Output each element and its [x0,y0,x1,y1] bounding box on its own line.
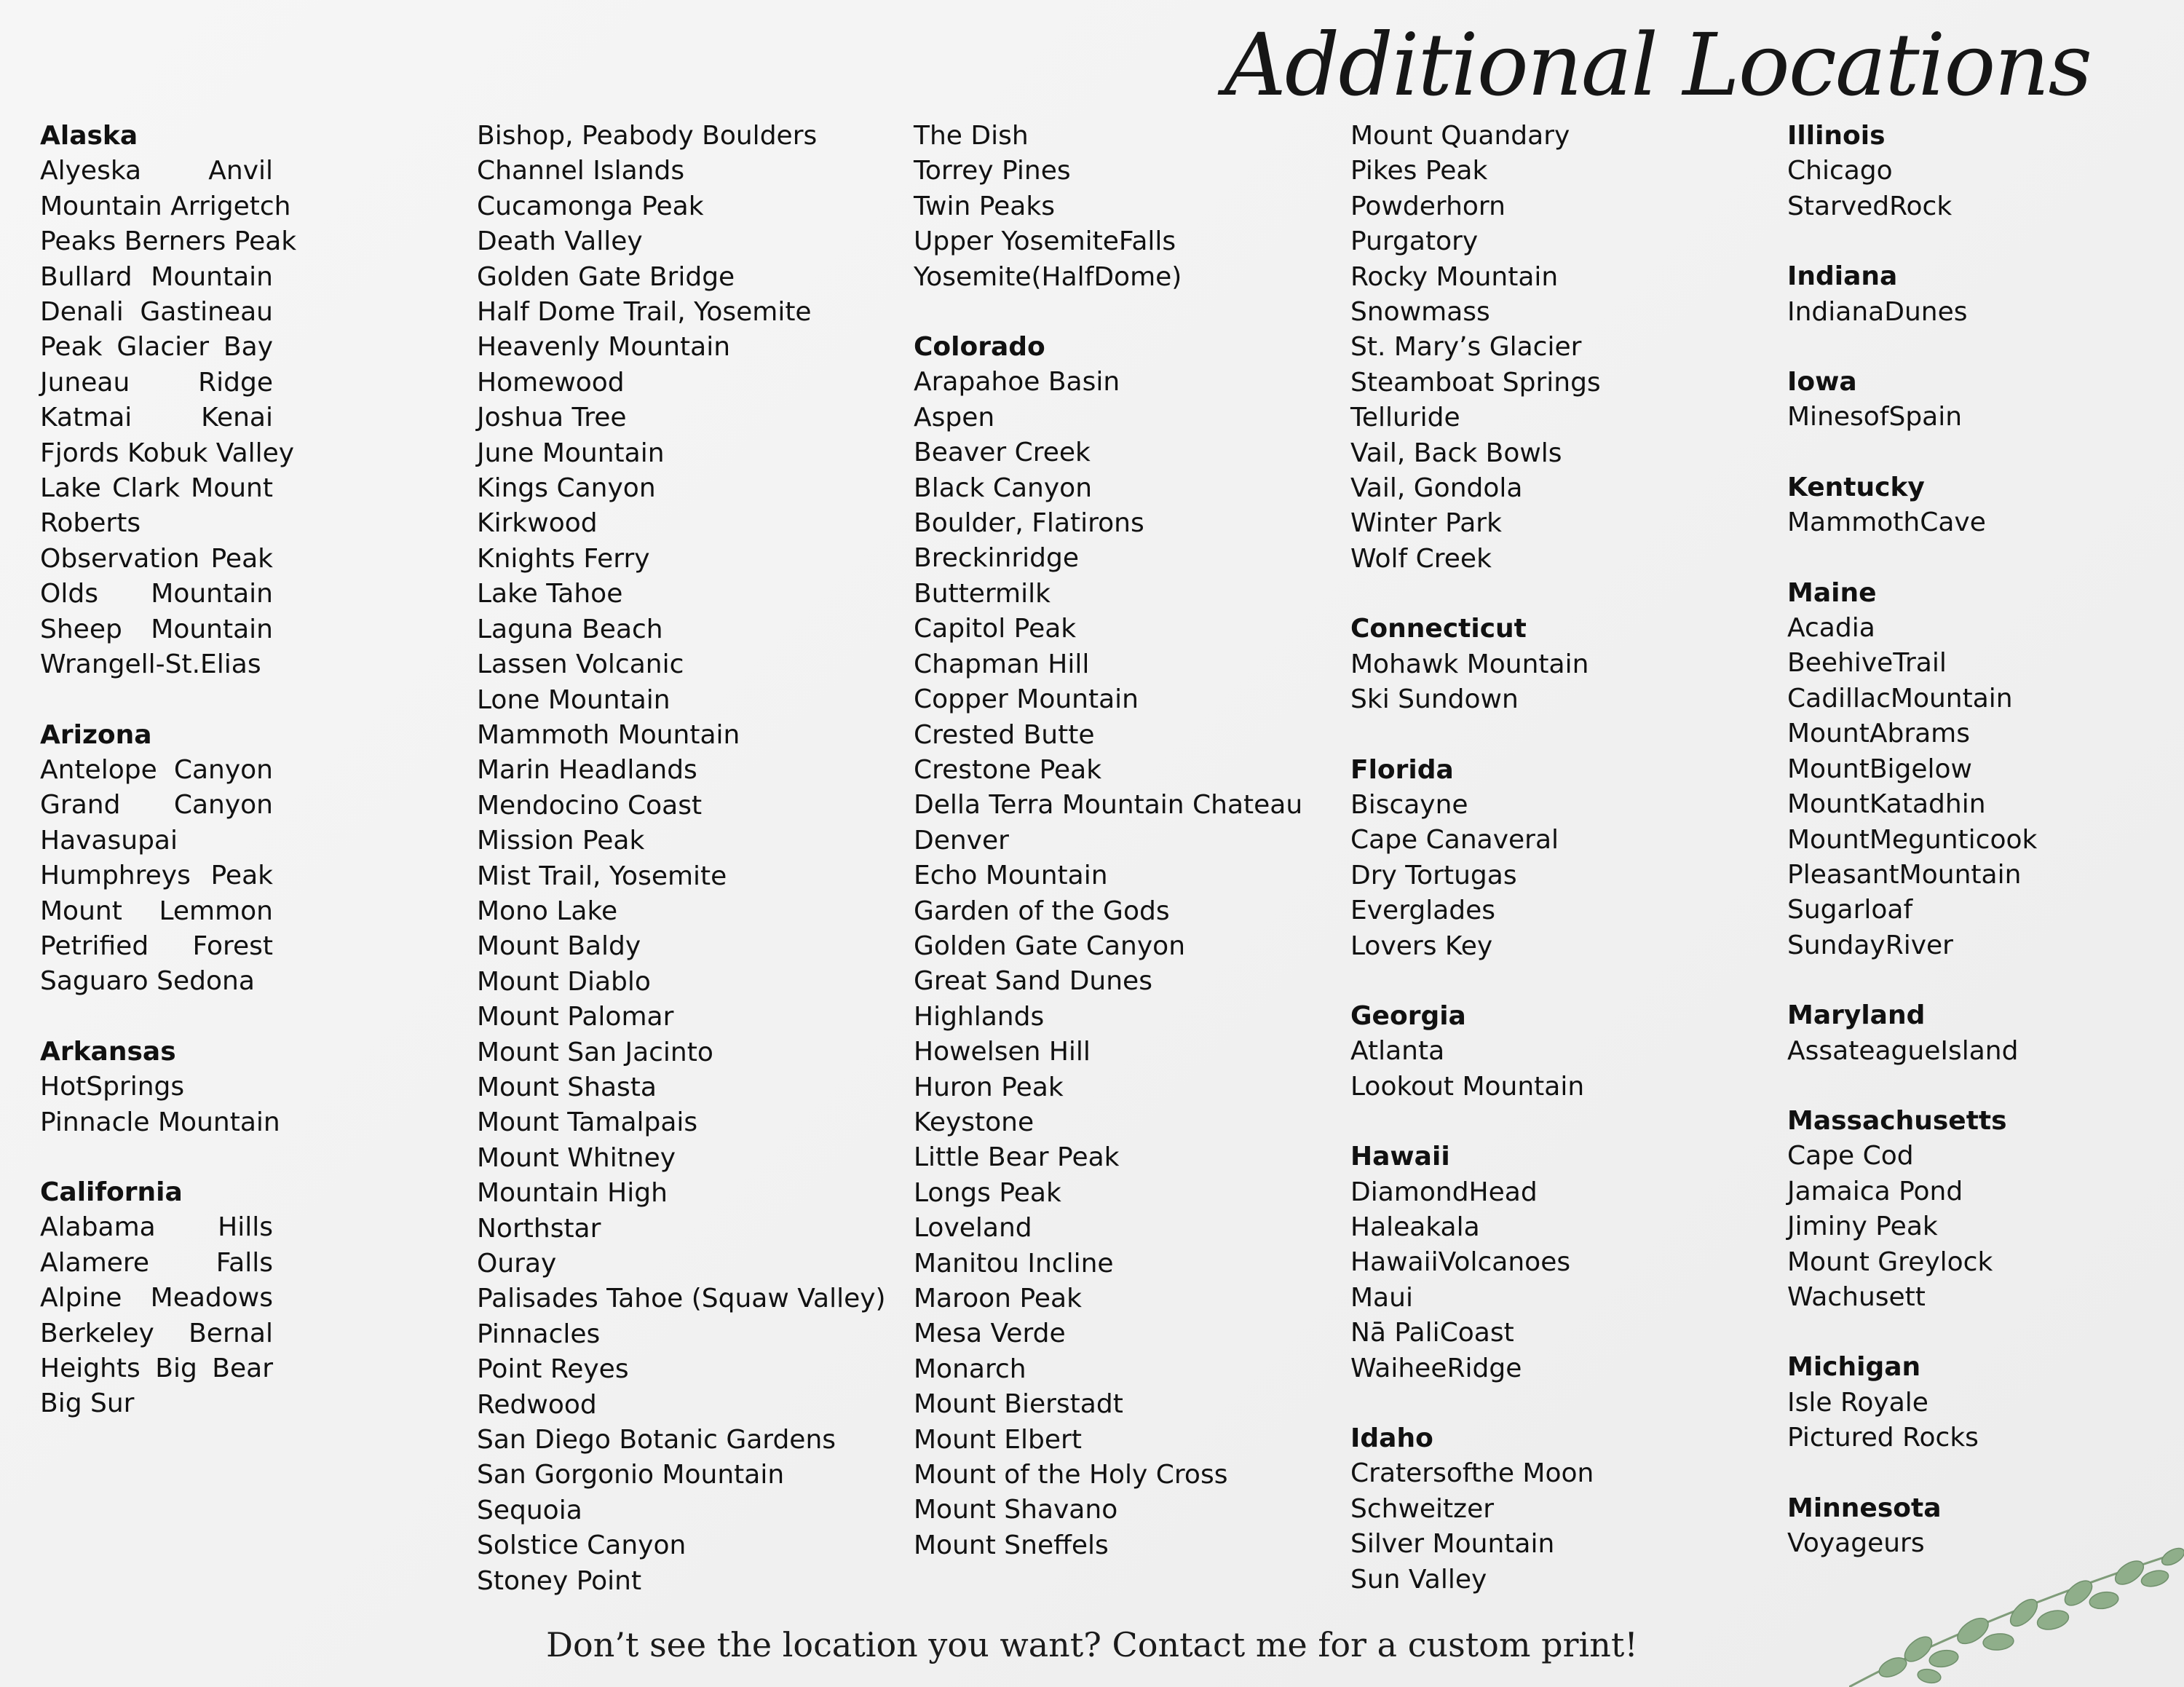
location-item: Chicago [1787,156,1893,186]
location-item: San Gorgonio Mountain [477,1460,785,1490]
state-illinois [1787,119,2166,224]
location-item: PleasantMountain [1787,859,2022,890]
location-item: Wrangell-St.Elias [40,649,261,680]
state-hawaii [1350,1139,1787,1386]
location-item: Nā PaliCoast [1350,1318,1514,1348]
location-item: Echo Mountain [914,861,1108,891]
location-item: Kirkwood [477,508,598,539]
location-item: HawaiiVolcanoes [1350,1247,1571,1278]
state-name: Kentucky [1787,472,1925,502]
location-item: Mammoth Mountain [477,719,740,750]
location-item: Mount Whitney [477,1142,676,1173]
location-item: Little Bear Peak [914,1142,1120,1173]
location-item: St. Mary’s Glacier [1350,332,1582,363]
location-item: Half Dome Trail, Yosemite [477,297,812,328]
location-item: Mount Palomar [477,1002,674,1032]
location-item: Roberts [40,508,141,539]
location-item: Howelsen Hill [914,1037,1091,1067]
location-item: Purgatory [1350,226,1479,257]
location-item: Mist Trail, Yosemite [477,861,727,891]
location-item: Pictured Rocks [1787,1423,1979,1453]
location-item: June Mountain [477,438,665,468]
location-item: Jiminy Peak [1787,1212,1938,1242]
page-title: Additional Locations [1224,15,2091,115]
location-item: Garden of the Gods [914,896,1170,926]
location-item: Point Reyes [477,1354,629,1385]
location-item: DiamondHead [1350,1177,1538,1207]
location-item: Sugarloaf [1787,895,1913,925]
state-name: Indiana [1787,261,1898,292]
location-item: Antelope Canyon [40,754,273,785]
location-item: Mount Shasta [477,1072,657,1102]
location-item: Alyeska Anvil [40,156,273,186]
state-florida [1350,753,1787,964]
state-iowa [1787,365,2166,435]
state-name: Connecticut [1350,614,1527,644]
location-item: Snowmass [1350,297,1490,328]
location-item: Saguaro Sedona [40,966,255,997]
state-georgia [1350,999,1787,1105]
location-item: Everglades [1350,896,1496,926]
location-item: Palisades Tahoe (Squaw Valley) [477,1284,886,1314]
state-idaho [1350,1421,1787,1597]
location-item: Vail, Gondola [1350,473,1523,504]
location-item: Sun Valley [1350,1564,1487,1595]
location-item: Kings Canyon [477,473,656,504]
location-item: Mount of the Holy Cross [914,1460,1228,1490]
location-item: Powderhorn [1350,191,1506,221]
location-item: Longs Peak [914,1177,1061,1208]
state-arizona [40,718,273,1000]
location-item: Cape Canaveral [1350,825,1559,856]
location-item: Laguna Beach [477,614,663,644]
state-california [40,1175,273,1422]
location-item: CadillacMountain [1787,683,2013,714]
location-item: AssateagueIsland [1787,1035,2019,1066]
location-item: Steamboat Springs [1350,367,1601,398]
location-item: Pikes Peak [1350,156,1488,186]
location-item: Mount Bierstadt [914,1389,1123,1420]
location-item: Pinnacle Mountain [40,1107,280,1137]
location-item: Heights Big Bear [40,1354,273,1383]
location-item: Voyageurs [1787,1528,1925,1558]
location-item: Golden Gate Canyon [914,931,1186,961]
column-5 [1787,119,2166,1561]
location-item: Mount Shavano [914,1495,1118,1525]
location-item: Beaver Creek [914,438,1091,468]
state-name: Iowa [1787,367,1857,398]
state-kentucky [1787,470,2166,541]
location-item: Acadia [1787,613,1875,644]
location-item: Telluride [1350,403,1460,433]
footer-cta: Don’t see the location you want? Contact me for a custom print! [546,1625,1638,1664]
location-item: Katmai Kenai [40,403,273,433]
location-item: Aspen [914,402,995,432]
state-name: Arkansas [40,1036,176,1067]
location-item: Haleakala [1350,1212,1480,1242]
location-item: Arapahoe Basin [914,367,1120,398]
location-item: Yosemite(HalfDome) [914,261,1182,292]
location-item: BeehiveTrail [1787,648,1947,679]
location-item: Alpine Meadows [40,1283,273,1313]
location-item: Biscayne [1350,789,1468,820]
state-name: Illinois [1787,121,1886,151]
location-item: Havasupai [40,825,178,856]
location-item: Denver [914,825,1009,856]
location-item: Bishop, Peabody Boulders [477,121,818,151]
location-item: Mount Greylock [1787,1247,1993,1277]
location-item: MountMegunticook [1787,824,2038,855]
location-item: Humphreys Peak [40,861,273,891]
column-1 [40,119,297,1422]
location-item: Mount Diablo [477,966,651,997]
location-item: Sheep Mountain [40,614,273,644]
location-item: Death Valley [477,226,643,257]
location-item: Lone Mountain [477,684,670,715]
location-item: MinesofSpain [1787,402,1963,432]
location-item: Rocky Mountain [1350,261,1559,292]
state-connecticut [1350,612,1787,717]
location-item: Twin Peaks [914,191,1055,221]
location-item: Knights Ferry [477,543,650,574]
state-arkansas [40,1035,280,1140]
state-indiana [1787,259,2166,330]
location-item: Boulder, Flatirons [914,508,1144,539]
location-item: San Diego Botanic Gardens [477,1425,836,1455]
location-item: Mono Lake [477,896,618,926]
location-item: Pinnacles [477,1319,601,1349]
location-item: Highlands [914,1001,1045,1032]
location-item: MountKatadhin [1787,789,1986,820]
location-item: MountAbrams [1787,719,1970,749]
location-item: Lassen Volcanic [477,649,684,680]
location-item: Isle Royale [1787,1387,1928,1418]
state-name: Maine [1787,577,1877,608]
location-item: Dry Tortugas [1350,860,1517,890]
state-massachusetts [1787,1104,2166,1315]
location-item: StarvedRock [1787,191,1952,221]
location-item: Juneau Ridge [40,367,273,398]
location-item: Maui [1350,1282,1413,1313]
location-item: Great Sand Dunes [914,966,1152,997]
location-item: Mount Elbert [914,1424,1082,1455]
location-item: WaiheeRidge [1350,1353,1522,1383]
location-item: Maroon Peak [914,1284,1082,1313]
location-item: Cucamonga Peak [477,191,704,221]
location-item: Stoney Point [477,1565,642,1596]
location-item: Keystone [914,1107,1034,1137]
location-item: Alabama Hills [40,1212,273,1243]
location-item: Chapman Hill [914,649,1090,679]
location-item: Alamere Falls [40,1247,273,1278]
location-item: Manitou Incline [914,1248,1114,1279]
column-4 [1350,119,1787,1597]
location-item: Mountain Arrigetch [40,191,291,221]
location-item: Black Canyon [914,473,1093,503]
location-item: Petrified Forest [40,931,273,961]
location-item: Jamaica Pond [1787,1176,1963,1206]
location-item: Mesa Verde [914,1319,1066,1349]
location-item: Atlanta [1350,1036,1445,1067]
location-item: Sequoia [477,1495,582,1525]
location-item: Golden Gate Bridge [477,261,735,292]
location-item: Torrey Pines [914,156,1071,186]
state-colorado [914,330,1350,1563]
location-item: The Dish [914,121,1029,151]
location-item: Mount Quandary [1350,121,1570,151]
location-item: Bullard Mountain [40,261,273,292]
location-item: Mohawk Mountain [1350,649,1589,679]
column-3 [914,119,1350,1563]
location-item: Mount San Jacinto [477,1037,713,1067]
location-item: HotSprings [40,1072,185,1102]
location-item: Della Terra Mountain Chateau [914,790,1303,821]
location-item: Solstice Canyon [477,1530,687,1561]
state-name: Georgia [1350,1000,1466,1031]
location-item: Mount Sneffels [914,1530,1109,1560]
state-continued [914,119,1350,295]
state-name: Arizona [40,719,152,750]
location-item: Joshua Tree [477,403,627,433]
state-name: Idaho [1350,1423,1433,1453]
location-item: Cratersofthe Moon [1350,1458,1594,1489]
location-item: Redwood [477,1389,597,1420]
state-name: Florida [1350,754,1454,785]
location-item: Mount Tamalpais [477,1107,698,1138]
location-item: Marin Headlands [477,755,697,786]
state-continued [1350,119,1787,577]
location-item: Mendocino Coast [477,790,703,821]
location-item: Monarch [914,1354,1026,1384]
location-item: Mountain High [477,1178,668,1209]
location-item: Copper Mountain [914,684,1139,715]
location-item: MammothCave [1787,507,1986,538]
location-item: Ski Sundown [1350,684,1519,715]
state-michigan [1787,1350,2166,1455]
location-item: Crestone Peak [914,754,1102,785]
state-maryland [1787,998,2166,1069]
location-item: Upper YosemiteFalls [914,226,1176,257]
location-item: Schweitzer [1350,1493,1495,1524]
location-item: Capitol Peak [914,614,1077,644]
state-name: Minnesota [1787,1493,1942,1523]
location-item: Berkeley Bernal [40,1318,273,1348]
state-name: Hawaii [1350,1142,1450,1172]
state-continued [477,119,914,1599]
location-item: Homewood [477,367,625,398]
location-item: SundayRiver [1787,930,1953,960]
location-item: Cape Cod [1787,1141,1914,1172]
location-item: MountBigelow [1787,754,1973,784]
state-name: Alaska [40,121,138,151]
location-item: Lake Clark Mount [40,473,273,504]
column-2 [477,119,914,1599]
location-item: Lovers Key [1350,931,1493,961]
location-item: Buttermilk [914,578,1051,609]
location-item: Silver Mountain [1350,1529,1555,1560]
location-item: Denali Gastineau [40,297,273,328]
location-item: Vail, Back Bowls [1350,438,1562,468]
state-name: Massachusetts [1787,1105,2007,1136]
location-item: Breckinridge [914,543,1079,574]
location-item: Olds Mountain [40,579,273,609]
location-item: Grand Canyon [40,790,273,821]
location-item: Lookout Mountain [1350,1071,1585,1102]
location-item: Peak Glacier Bay [40,332,273,363]
location-item: Northstar [477,1213,601,1244]
location-item: Wolf Creek [1350,543,1492,574]
location-item: Huron Peak [914,1072,1064,1102]
location-item: IndianaDunes [1787,296,1968,327]
location-item: Mission Peak [477,826,645,856]
state-name: Michigan [1787,1352,1921,1383]
location-item: Mount Baldy [477,931,641,962]
location-item: Peaks Berners Peak [40,226,297,257]
state-maine [1787,576,2166,963]
location-item: Ouray [477,1249,557,1279]
location-item: Loveland [914,1213,1032,1244]
state-name: Colorado [914,332,1045,363]
location-item: Fjords Kobuk Valley [40,438,295,468]
location-item: Lake Tahoe [477,579,623,609]
location-item: Channel Islands [477,156,685,186]
location-item: Wachusett [1787,1281,1926,1312]
location-item: Winter Park [1350,508,1502,539]
location-item: Big Sur [40,1388,135,1419]
location-item: Heavenly Mountain [477,332,731,363]
state-alaska [40,119,297,683]
location-item: Mount Lemmon [40,896,273,926]
location-item: Crested Butte [914,719,1095,750]
location-item: Observation Peak [40,543,273,574]
state-name: Maryland [1787,1000,1926,1031]
state-name: California [40,1177,183,1207]
eucalyptus-leaves-icon [1849,1485,2184,1687]
